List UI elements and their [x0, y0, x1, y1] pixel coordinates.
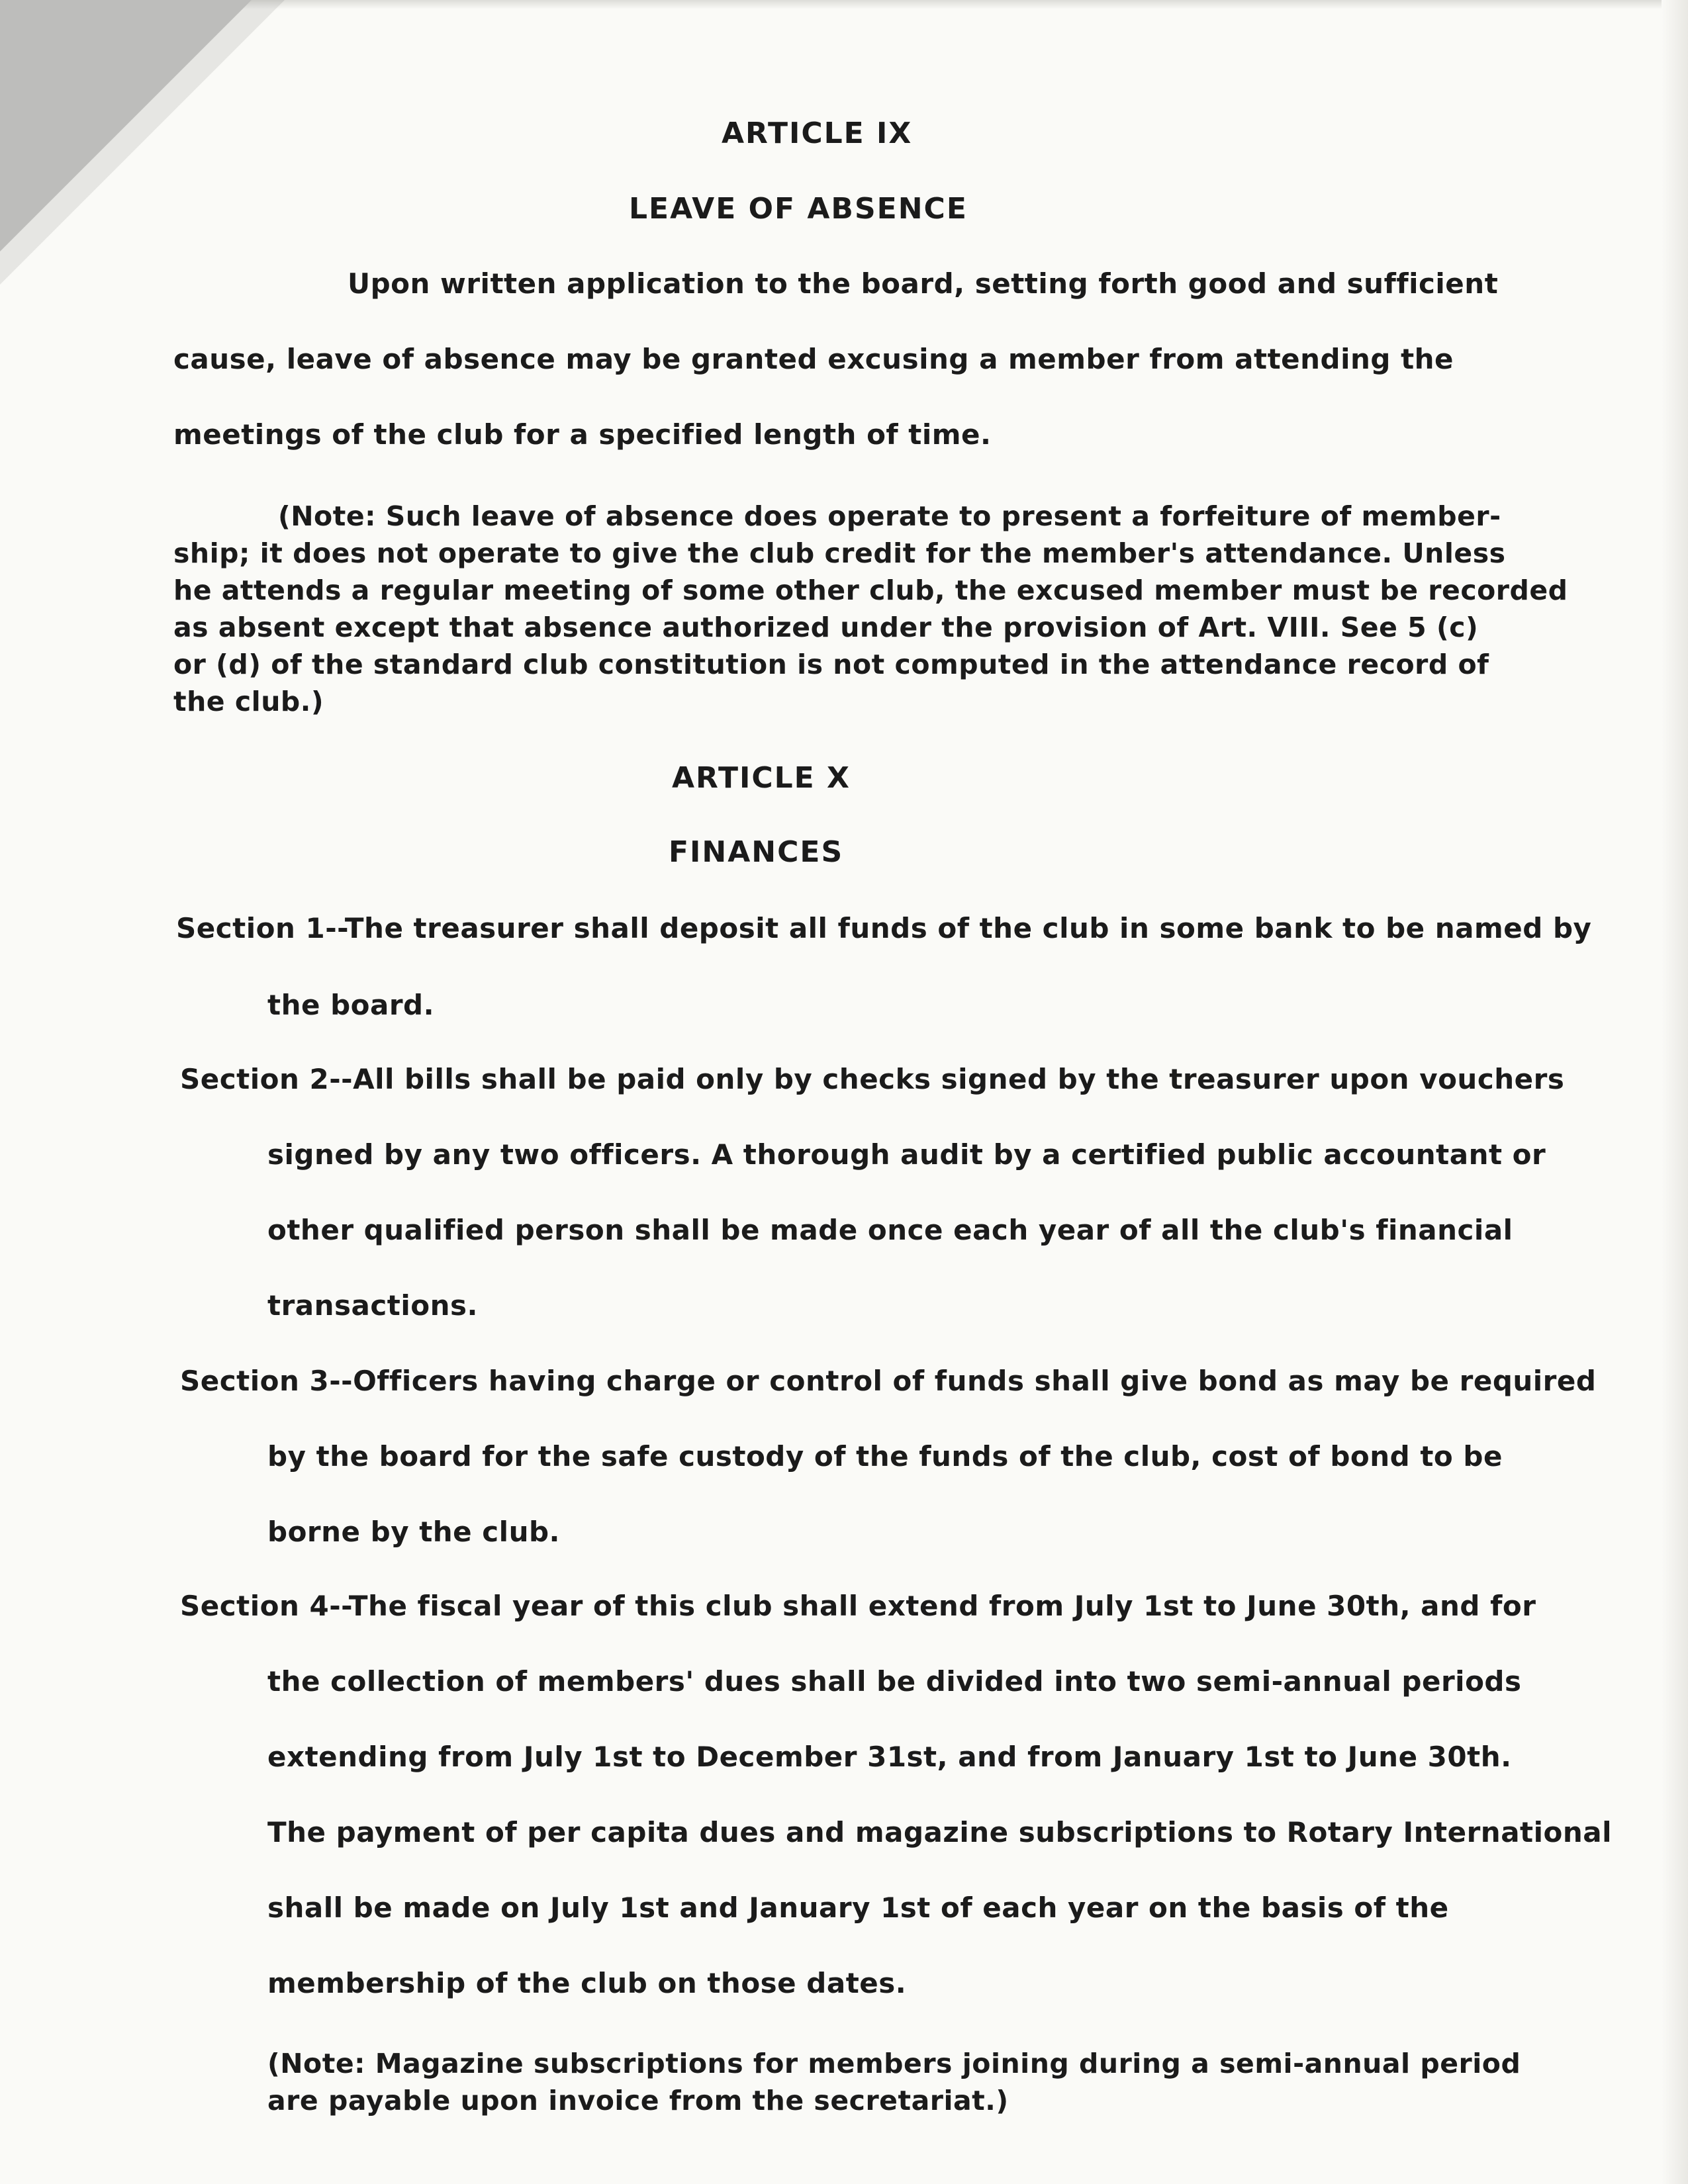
article-ix-para-line: Upon written application to the board, setting forth good and sufficient	[348, 267, 1499, 300]
article-x-note-line: (Note: Magazine subscriptions for members joining during a semi-annual period	[267, 2048, 1521, 2079]
article-x-subheading: FINANCES	[669, 835, 844, 869]
section-2-line: signed by any two officers. A thorough audit by a certified public accountant or	[267, 1138, 1546, 1171]
article-ix-para-line: cause, leave of absence may be granted excusing a member from attending the	[173, 343, 1454, 375]
article-ix-subheading: LEAVE OF ABSENCE	[629, 192, 968, 226]
section-1-line: the board.	[267, 989, 435, 1021]
article-x-note-line: are payable upon invoice from the secretariat.)	[267, 2085, 1009, 2116]
section-3-line: Section 3--Officers having charge or control of funds shall give bond as may be required	[180, 1365, 1597, 1397]
section-3-line: borne by the club.	[267, 1516, 561, 1548]
article-ix-note-line: the club.)	[173, 686, 324, 717]
folded-corner	[0, 0, 252, 251]
article-ix-note-line: ship; it does not operate to give the club credit for the member's attendance. Unless	[173, 537, 1506, 569]
section-4-line: Section 4--The fiscal year of this club shall extend from July 1st to June 30th, and for	[180, 1590, 1536, 1622]
article-ix-heading: ARTICLE IX	[722, 116, 913, 150]
section-2-line: other qualified person shall be made once each year of all the club's financial	[267, 1214, 1513, 1246]
section-4-line: extending from July 1st to December 31st, and from January 1st to June 30th.	[267, 1741, 1512, 1773]
section-2-line: transactions.	[267, 1289, 478, 1322]
section-4-line: The payment of per capita dues and magazine subscriptions to Rotary International	[267, 1816, 1613, 1848]
section-3-line: by the board for the safe custody of the funds of the club, cost of bond to be	[267, 1440, 1503, 1473]
article-x-heading: ARTICLE X	[672, 761, 851, 795]
section-4-line: membership of the club on those dates.	[267, 1967, 907, 1999]
section-2-line: Section 2--All bills shall be paid only by checks signed by the treasurer upon vouchers	[180, 1063, 1565, 1095]
article-ix-para-line: meetings of the club for a specified length of time.	[173, 418, 992, 451]
article-ix-note-line: as absent except that absence authorized under the provision of Art. VIII. See 5 (c)	[173, 612, 1479, 643]
article-ix-note-line: he attends a regular meeting of some other club, the excused member must be recorded	[173, 574, 1568, 606]
section-4-line: the collection of members' dues shall be divided into two semi-annual periods	[267, 1665, 1522, 1698]
page-right-edge	[1662, 0, 1688, 2184]
article-ix-note-line: (Note: Such leave of absence does operate to present a forfeiture of member-	[278, 500, 1501, 532]
section-1-line: Section 1--The treasurer shall deposit all funds of the club in some bank to be named by	[176, 912, 1592, 944]
section-4-line: shall be made on July 1st and January 1st of each year on the basis of the	[267, 1891, 1449, 1924]
article-ix-note-line: or (d) of the standard club constitution is not computed in the attendance record of	[173, 649, 1489, 680]
